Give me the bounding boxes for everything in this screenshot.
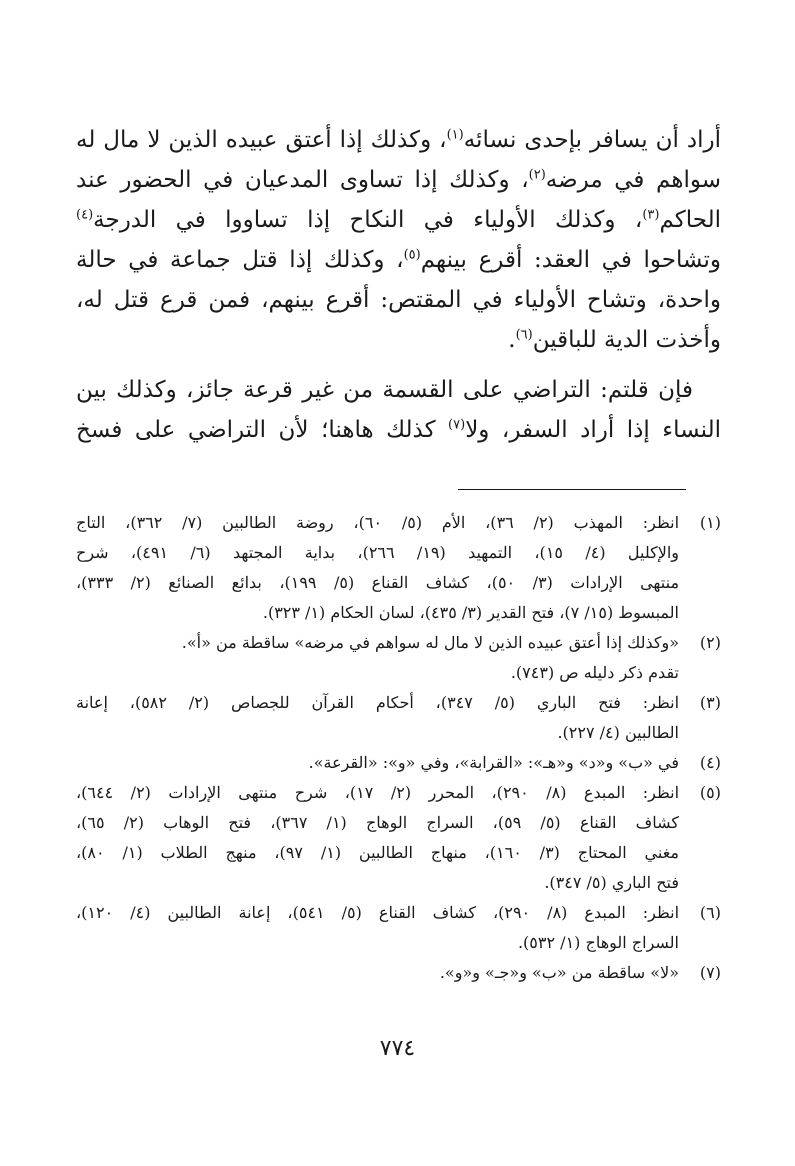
footnote-number: (٣): [699, 693, 721, 712]
main-line: أراد أن يسافر بإحدى نسائه$^{(١)}$، وكذلك إذا أعتق عبيده الذين لا مال له: [76, 127, 721, 153]
footnote-number: (٤): [699, 753, 721, 772]
footnote-line: تقدم ذكر دليله ص (٧٤٣).: [510, 663, 679, 682]
footnote-line: انظر: المبدع (٨/ ٢٩٠)، المحرر (٢/ ١٧)، شرح منتهى الإرادات (٢/ ٦٤٤)،: [76, 783, 679, 802]
footnote-line: انظر: فتح الباري (٥/ ٣٤٧)، أحكام القرآن للجصاص (٢/ ٥٨٢)، إعانة: [76, 693, 679, 712]
footnote-line: كشاف القناع (٥/ ٥٩)، السراج الوهاج (١/ ٣٦٧)، فتح الوهاب (٢/ ٦٥)،: [76, 813, 679, 832]
main-line: النساء إذا أراد السفر، ولا$^{(٧)}$ كذلك هاهنا؛ لأن التراضي على فسخ: [76, 417, 721, 443]
footnote-3: [76, 688, 721, 748]
main-line: الحاكم$^{(٣)}$، وكذلك الأولياء في النكاح إذا تساووا في الدرجة$^{(٤)}$: [76, 207, 721, 233]
main-line: واحدة، وتشاح الأولياء في المقتص: أقرع بينهم، فمن قرع قتل له،: [76, 287, 721, 313]
page-number: ٧٧٤: [379, 1036, 416, 1061]
paragraph-2: [76, 370, 721, 450]
main-line: سواهم في مرضه$^{(٢)}$، وكذلك إذا تساوى المدعيان في الحضور عند: [76, 167, 721, 193]
footnote-number: (٦): [699, 903, 721, 922]
main-line: فإن قلتم: التراضي على القسمة من غير قرعة جائز، وكذلك بين: [76, 377, 693, 403]
footnote-2: [76, 628, 721, 688]
footnote-ref[interactable]: (١): [446, 127, 464, 143]
footnote-line: فتح الباري (٥/ ٣٤٧).: [544, 873, 679, 892]
footnote-line: المبسوط (١٥/ ٧)، فتح القدير (٣/ ٤٣٥)، لسان الحكام (١/ ٣٢٣).: [262, 603, 679, 622]
footnote-line: «وكذلك إذا أعتق عبيده الذين لا مال له سواهم في مرضه» ساقطة من «أ».: [181, 633, 679, 652]
footnote-number: (٢): [699, 633, 721, 652]
paragraph-gap: [76, 360, 721, 370]
footnote-1: [76, 508, 721, 628]
footnote-ref[interactable]: (٥): [403, 247, 421, 263]
footnote-line: انظر: المهذب (٢/ ٣٦)، الأم (٥/ ٦٠)، روضة الطالبين (٧/ ٣٦٢)، التاج: [76, 513, 679, 532]
footnote-4: [76, 748, 721, 778]
main-line: وتشاحوا في العقد: أقرع بينهم$^{(٥)}$، وكذلك إذا قتل جماعة في حالة: [76, 247, 721, 273]
footnote-line: والإكليل (٤/ ١٥)، التمهيد (١٩/ ٢٦٦)، بداية المجتهد (٦/ ٤٩١)، شرح: [76, 543, 679, 562]
footnote-line: «لا» ساقطة من «ب» و«جـ» و«و».: [439, 963, 679, 982]
footnote-5: [76, 778, 721, 898]
footnote-ref[interactable]: (٦): [515, 327, 533, 343]
footnote-line: انظر: المبدع (٨/ ٢٩٠)، كشاف القناع (٥/ ٥٤١)، إعانة الطالبين (٤/ ١٢٠)،: [76, 903, 679, 922]
footnote-ref[interactable]: (٢): [528, 167, 546, 183]
footnote-line: منتهى الإرادات (٣/ ٥٠)، كشاف القناع (٥/ ١٩٩)، بدائع الصنائع (٢/ ٣٣٣)،: [76, 573, 679, 592]
footnote-ref[interactable]: (٤): [76, 207, 94, 223]
footnote-6: [76, 898, 721, 958]
footnote-line: في «ب» و«د» و«هـ»: «القرابة»، وفي «و»: «القرعة».: [308, 753, 679, 772]
footnote-line: مغني المحتاج (٣/ ١٦٠)، منهاج الطالبين (١/ ٩٧)، منهج الطلاب (١/ ٨٠)،: [76, 843, 679, 862]
footnote-divider: [458, 489, 686, 490]
main-text: [76, 120, 721, 450]
main-line: وأخذت الدية للباقين$^{(٦)}$.: [508, 327, 721, 353]
footnote-7: [76, 958, 721, 988]
footnote-number: (٧): [699, 963, 721, 982]
footnote-number: (١): [699, 513, 721, 532]
footnote-line: السراج الوهاج (١/ ٥٣٢).: [517, 933, 679, 952]
footnotes: [76, 508, 721, 988]
paragraph-1: [76, 120, 721, 360]
footnote-line: الطالبين (٤/ ٢٢٧).: [557, 723, 679, 742]
footnote-ref[interactable]: (٧): [448, 417, 466, 433]
footnote-ref[interactable]: (٣): [642, 207, 660, 223]
footnote-number: (٥): [699, 783, 721, 802]
